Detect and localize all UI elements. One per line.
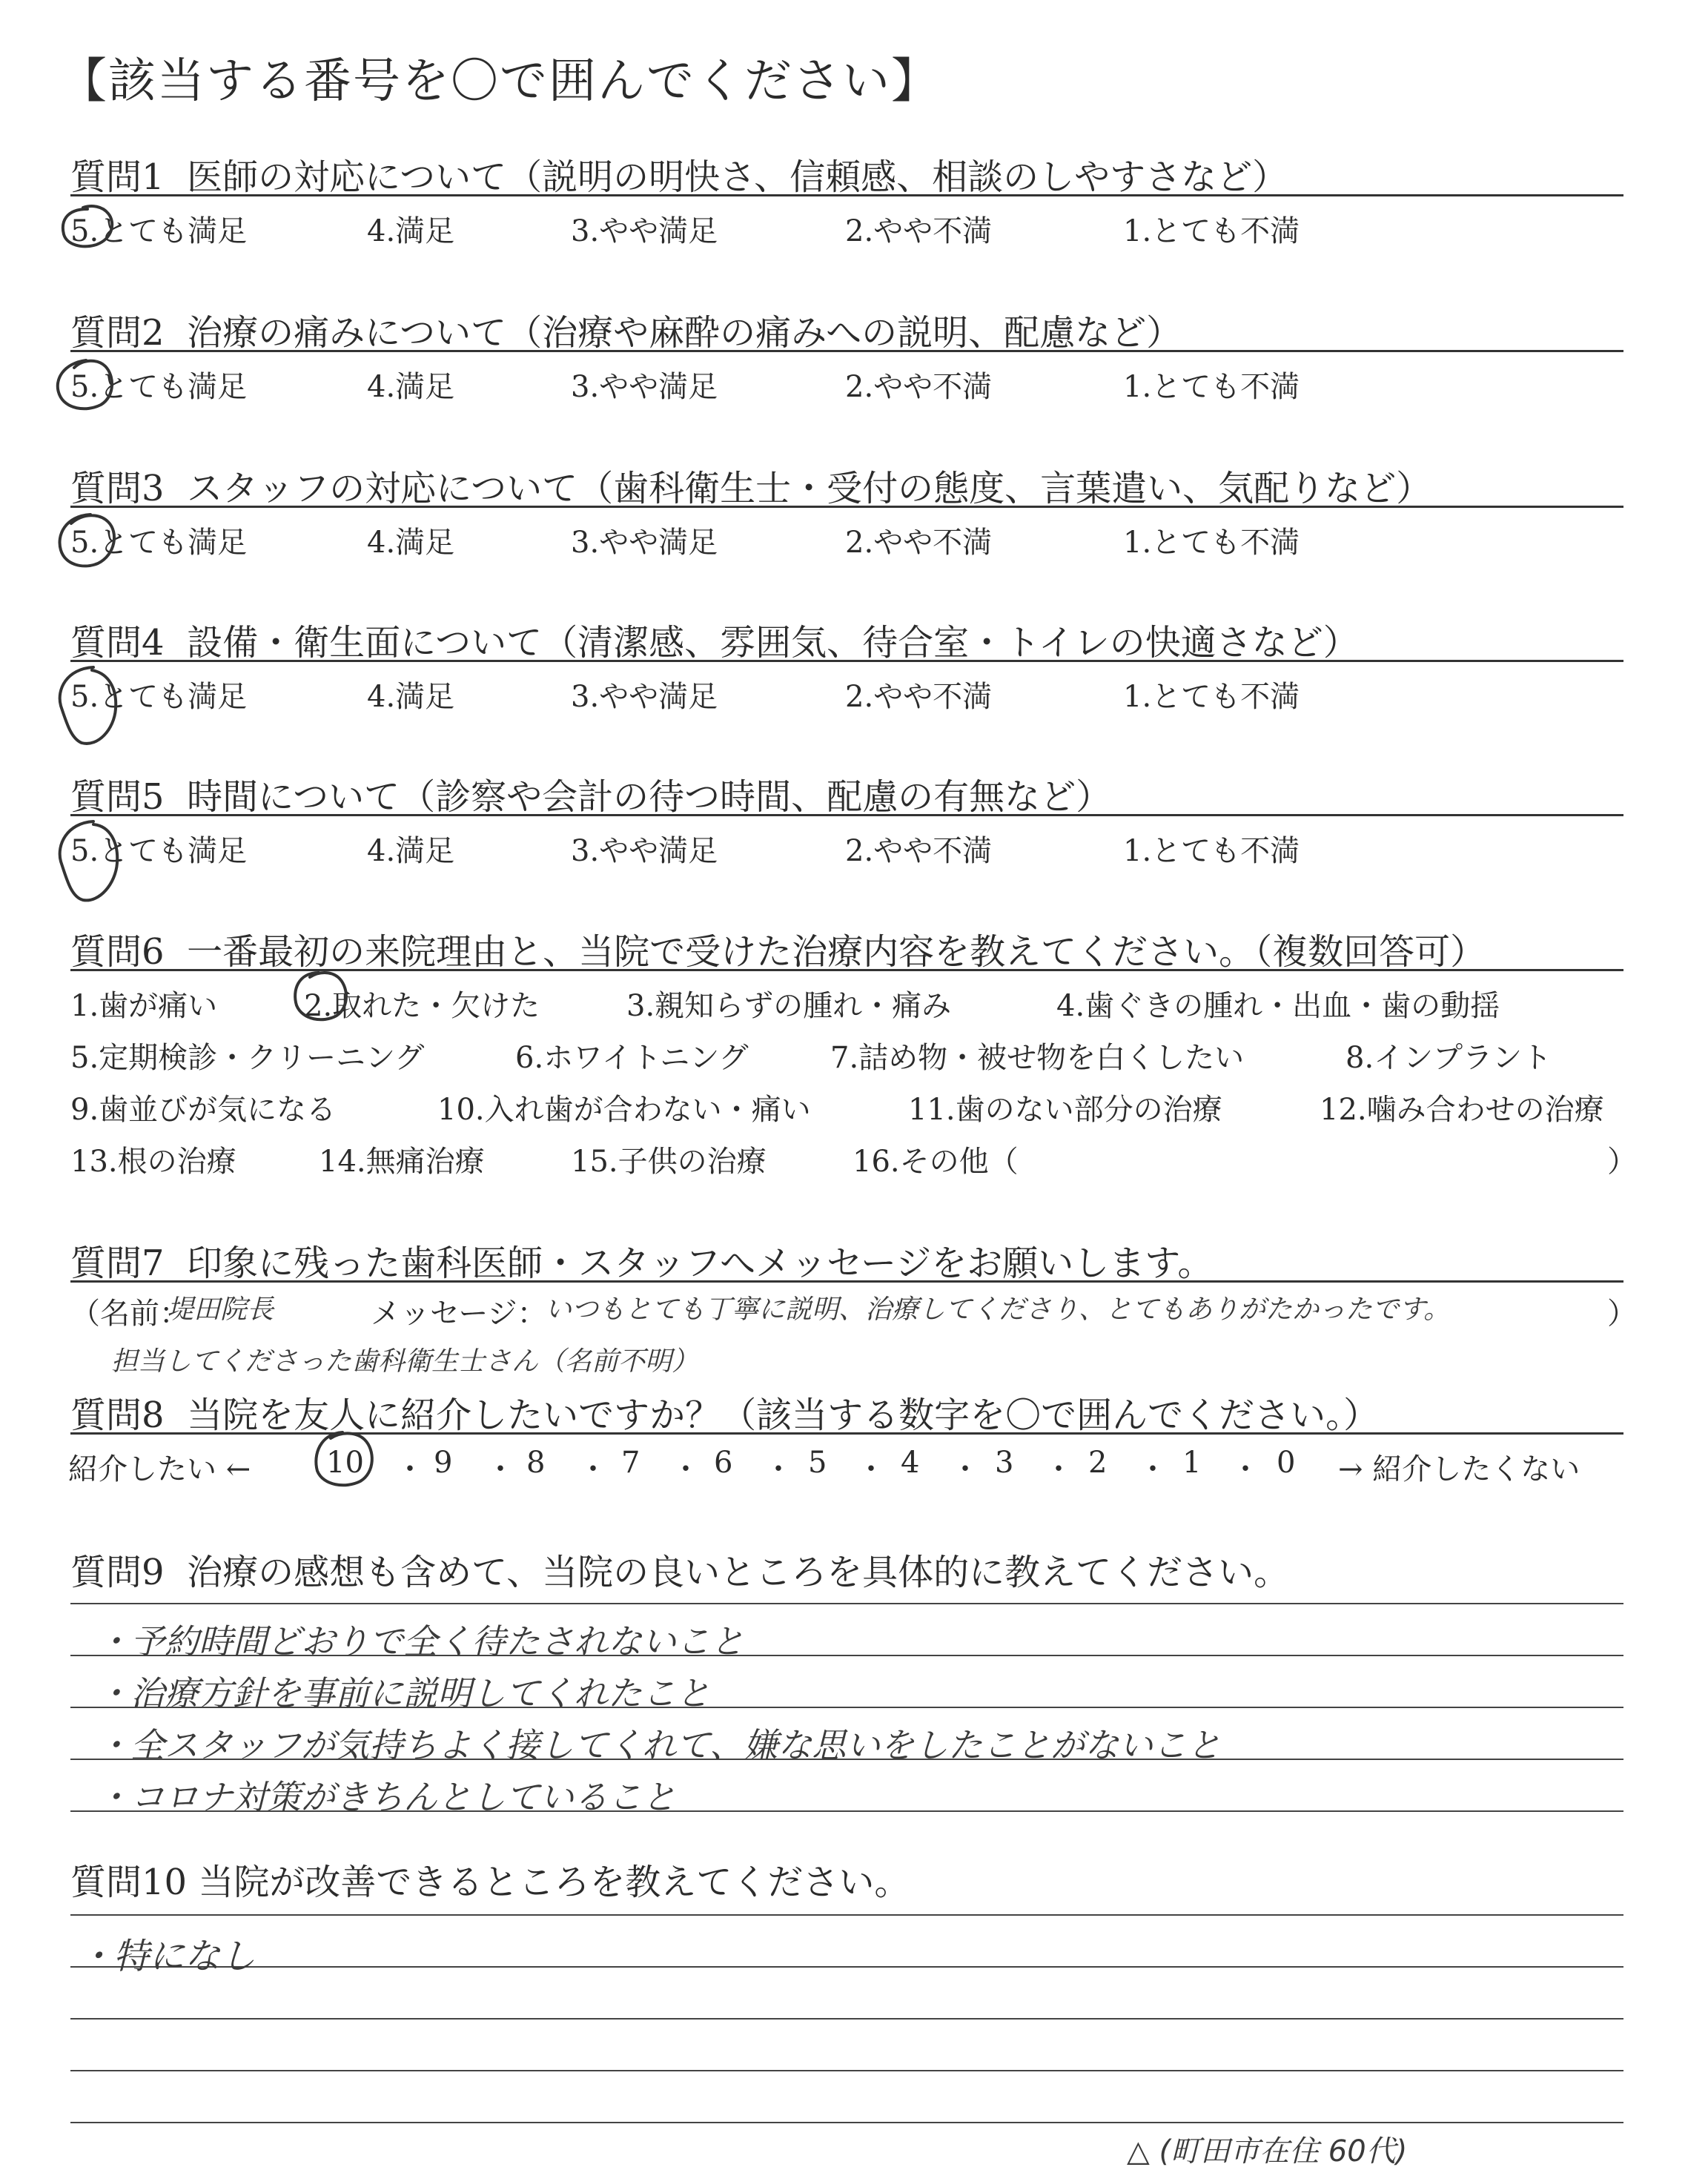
q9-answer-2[interactable]: ・治療方針を事前に説明してくれたこと bbox=[96, 1673, 710, 1713]
q8-sep: ・ bbox=[856, 1452, 886, 1486]
q1-option-5[interactable]: 5.とても満足 bbox=[70, 214, 248, 248]
q1-option-3[interactable]: 3.やや満足 bbox=[571, 214, 718, 248]
q2-option-3[interactable]: 3.やや満足 bbox=[571, 370, 718, 404]
q1-selection-circle bbox=[63, 206, 112, 246]
q8-sep: ・ bbox=[1138, 1452, 1168, 1486]
q4-option-1[interactable]: 1.とても不満 bbox=[1123, 680, 1300, 714]
q8-scale-2[interactable]: 2 bbox=[1088, 1446, 1108, 1480]
question-3-text: 質問3 スタッフの対応について（歯科衛生士・受付の態度、言葉遣い、気配りなど） bbox=[70, 468, 1432, 509]
q6-other-close-paren: ） bbox=[1607, 1145, 1637, 1179]
q7-message-label: メッセージ： bbox=[371, 1297, 547, 1331]
q2-option-2[interactable]: 2.やや不満 bbox=[845, 370, 993, 404]
q8-left-label: 紹介したい ← bbox=[68, 1452, 251, 1486]
q6-option-1[interactable]: 1.歯が痛い bbox=[70, 989, 218, 1023]
q6-option-7[interactable]: 7.詰め物・被せ物を白くしたい bbox=[830, 1041, 1245, 1075]
q8-sep: ・ bbox=[486, 1452, 515, 1486]
q7-name-label: （名前： bbox=[70, 1297, 189, 1331]
q8-scale-10[interactable]: 10 bbox=[326, 1446, 364, 1480]
q2-selection-circle bbox=[58, 360, 112, 408]
q6-option-16[interactable]: 16.その他（ bbox=[853, 1145, 1019, 1179]
q1-option-2[interactable]: 2.やや不満 bbox=[845, 214, 993, 248]
q3-option-5[interactable]: 5.とても満足 bbox=[70, 526, 248, 560]
q6-option-10[interactable]: 10.入れ歯が合わない・痛い bbox=[437, 1093, 811, 1127]
q9-answer-3[interactable]: ・全スタッフが気持ちよく接してくれて、嫌な思いをしたことがないこと bbox=[96, 1725, 1222, 1765]
q5-option-5[interactable]: 5.とても満足 bbox=[70, 834, 248, 868]
q6-option-8[interactable]: 8.インプラント bbox=[1345, 1041, 1552, 1075]
q6-option-9[interactable]: 9.歯並びが気になる bbox=[70, 1093, 337, 1127]
q4-option-2[interactable]: 2.やや不満 bbox=[845, 680, 993, 714]
question-9-text: 質問9 治療の感想も含めて、当院の良いところを具体的に教えてください。 bbox=[70, 1552, 1290, 1593]
form-header: 【該当する番号を〇で囲んでください】 bbox=[59, 54, 940, 109]
q8-selection-circle bbox=[316, 1432, 372, 1485]
question-1-text: 質問1 医師の対応について（説明の明快さ、信頼感、相談のしやすさなど） bbox=[70, 156, 1288, 198]
q8-sep: ・ bbox=[1044, 1452, 1073, 1486]
q7-handwritten-note: 担当してくださった歯科衛生士さん（名前不明） bbox=[111, 1346, 699, 1377]
q2-option-1[interactable]: 1.とても不満 bbox=[1123, 370, 1300, 404]
q6-option-4[interactable]: 4.歯ぐきの腫れ・出血・歯の動揺 bbox=[1056, 989, 1500, 1023]
q8-scale-7[interactable]: 7 bbox=[621, 1446, 640, 1480]
question-4-text: 質問4 設備・衛生面について（清潔感、雰囲気、待合室・トイレの快適さなど） bbox=[70, 622, 1359, 664]
question-10-text: 質問10 当院が改善できるところを教えてください。 bbox=[70, 1862, 910, 1903]
q3-option-1[interactable]: 1.とても不満 bbox=[1123, 526, 1300, 560]
q8-sep: ・ bbox=[395, 1452, 425, 1486]
question-8-text: 質問8 当院を友人に紹介したいですか？（該当する数字を〇で囲んでください。） bbox=[70, 1395, 1380, 1436]
q4-option-3[interactable]: 3.やや満足 bbox=[571, 680, 718, 714]
q8-scale-6[interactable]: 6 bbox=[714, 1446, 733, 1480]
q8-sep: ・ bbox=[764, 1452, 793, 1486]
q6-option-12[interactable]: 12.噛み合わせの治療 bbox=[1320, 1093, 1604, 1127]
q8-sep: ・ bbox=[950, 1452, 980, 1486]
q9-answer-1[interactable]: ・予約時間どおりで全く待たされないこと bbox=[96, 1621, 744, 1661]
q8-scale-4[interactable]: 4 bbox=[901, 1446, 920, 1480]
q8-sep: ・ bbox=[1231, 1452, 1260, 1486]
q3-option-3[interactable]: 3.やや満足 bbox=[571, 526, 718, 560]
q9-answer-4[interactable]: ・コロナ対策がきちんとしていること bbox=[96, 1777, 676, 1817]
q8-scale-5[interactable]: 5 bbox=[808, 1446, 827, 1480]
q2-option-5[interactable]: 5.とても満足 bbox=[70, 370, 248, 404]
q8-scale-9[interactable]: 9 bbox=[434, 1446, 453, 1480]
q7-message-value[interactable]: いつもとても丁寧に説明、治療してくださり、とてもありがたかったです。 bbox=[545, 1294, 1451, 1325]
q4-option-5[interactable]: 5.とても満足 bbox=[70, 680, 248, 714]
q3-option-2[interactable]: 2.やや不満 bbox=[845, 526, 993, 560]
footer-handwritten-note: △ (町田市在住 60代) bbox=[1127, 2134, 1408, 2169]
q6-option-3[interactable]: 3.親知らずの腫れ・痛み bbox=[626, 989, 952, 1023]
q4-option-4[interactable]: 4.満足 bbox=[367, 680, 455, 714]
question-2-text: 質問2 治療の痛みについて（治療や麻酔の痛みへの説明、配慮など） bbox=[70, 312, 1182, 354]
q6-option-6[interactable]: 6.ホワイトニング bbox=[515, 1041, 749, 1075]
q5-option-1[interactable]: 1.とても不満 bbox=[1123, 834, 1300, 868]
question-6-text: 質問6 一番最初の来院理由と、当院で受けた治療内容を教えてください。（複数回答可） bbox=[70, 931, 1486, 973]
q8-scale-0[interactable]: 0 bbox=[1277, 1446, 1296, 1480]
q8-sep: ・ bbox=[578, 1452, 608, 1486]
q8-right-label: → 紹介したくない bbox=[1338, 1452, 1580, 1486]
q5-option-4[interactable]: 4.満足 bbox=[367, 834, 455, 868]
q10-answer-1[interactable]: ・特になし bbox=[78, 1936, 256, 1977]
question-5-text: 質問5 時間について（診察や会計の待つ時間、配慮の有無など） bbox=[70, 776, 1112, 818]
q6-option-15[interactable]: 15.子供の治療 bbox=[571, 1145, 767, 1179]
q8-scale-3[interactable]: 3 bbox=[995, 1446, 1014, 1480]
q6-selection-circle bbox=[295, 973, 346, 1019]
q5-option-2[interactable]: 2.やや不満 bbox=[845, 834, 993, 868]
q5-selection-circle bbox=[60, 821, 118, 900]
q1-option-4[interactable]: 4.満足 bbox=[367, 214, 455, 248]
q7-close-paren: ） bbox=[1607, 1297, 1637, 1331]
q6-option-2[interactable]: 2.取れた・欠けた bbox=[304, 989, 540, 1023]
q6-option-13[interactable]: 13.根の治療 bbox=[70, 1145, 236, 1179]
q6-option-5[interactable]: 5.定期検診・クリーニング bbox=[70, 1041, 425, 1075]
q8-scale-1[interactable]: 1 bbox=[1182, 1446, 1202, 1480]
q5-option-3[interactable]: 3.やや満足 bbox=[571, 834, 718, 868]
q7-name-value[interactable]: 堤田院長 bbox=[167, 1294, 274, 1325]
q6-option-11[interactable]: 11.歯のない部分の治療 bbox=[908, 1093, 1222, 1127]
question-7-text: 質問7 印象に残った歯科医師・スタッフへメッセージをお願いします。 bbox=[70, 1243, 1214, 1284]
q2-option-4[interactable]: 4.満足 bbox=[367, 370, 455, 404]
q3-option-4[interactable]: 4.満足 bbox=[367, 526, 455, 560]
q4-selection-circle bbox=[60, 667, 116, 744]
q3-selection-circle bbox=[60, 515, 115, 566]
q1-option-1[interactable]: 1.とても不満 bbox=[1123, 214, 1300, 248]
q8-scale-8[interactable]: 8 bbox=[526, 1446, 546, 1480]
q8-sep: ・ bbox=[671, 1452, 701, 1486]
q6-option-14[interactable]: 14.無痛治療 bbox=[319, 1145, 485, 1179]
